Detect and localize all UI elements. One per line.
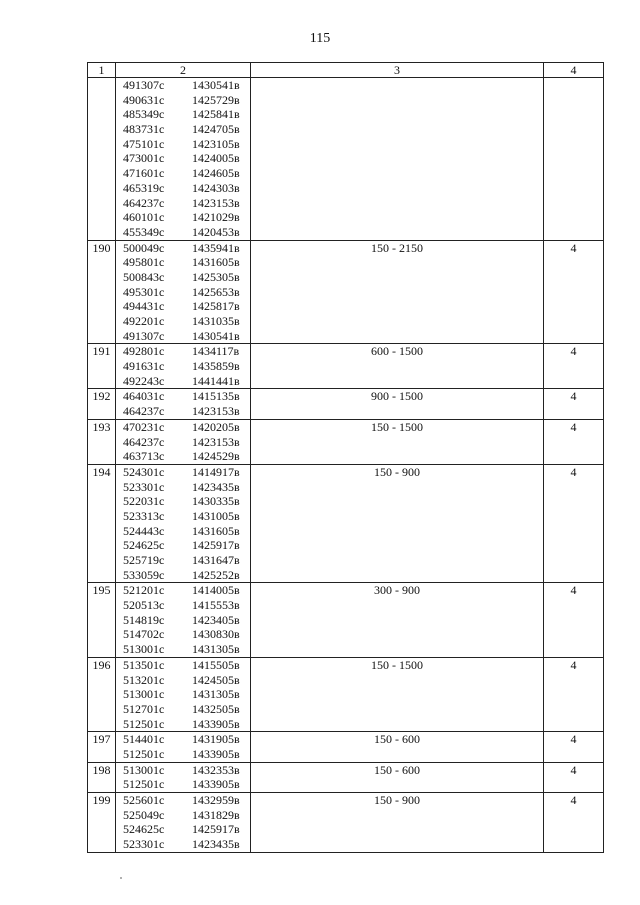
coordinate-pair (116, 93, 250, 108)
category (544, 78, 604, 241)
longitude: 1430335в (192, 494, 240, 509)
latitude: 464237с (123, 404, 165, 419)
table-row (88, 78, 604, 241)
longitude: 1431305в (192, 687, 240, 702)
coordinate-pair (116, 196, 250, 211)
longitude: 1435859в (192, 359, 240, 374)
longitude: 1430541в (192, 328, 240, 343)
longitude: 1435941в (192, 240, 240, 255)
latitude: 524301с (123, 464, 165, 479)
latitude: 460101с (123, 210, 165, 225)
longitude: 1423435в (192, 837, 240, 852)
latitude: 464237с (123, 195, 165, 210)
longitude: 1431305в (192, 642, 240, 657)
latitude: 492201с (123, 314, 165, 328)
category: 4 (544, 419, 604, 464)
coordinate-pair (116, 658, 250, 673)
coordinate-pair (116, 329, 250, 344)
longitude: 1430830в (192, 627, 240, 642)
coordinate-points (116, 583, 251, 657)
header-col-4: 4 (544, 63, 604, 78)
latitude: 490631с (123, 92, 165, 107)
coordinate-pair (116, 673, 250, 688)
category: 4 (544, 732, 604, 762)
row-number: 196 (88, 657, 116, 731)
longitude: 1425653в (192, 284, 240, 299)
latitude: 483731с (123, 122, 165, 137)
longitude: 1424705в (192, 122, 240, 137)
depth-range: 150 - 600 (251, 732, 544, 762)
coordinate-pair (116, 299, 250, 314)
latitude: 522031с (123, 494, 165, 509)
latitude: 512501с (123, 746, 165, 761)
coordinate-points (116, 78, 251, 241)
latitude: 524625с (123, 538, 165, 553)
page-number: 115 (309, 31, 331, 46)
latitude: 524625с (123, 822, 165, 837)
latitude: 514819с (123, 612, 165, 627)
coordinate-pair (116, 837, 250, 852)
coordinate-pair (116, 435, 250, 450)
coordinate-pair (116, 642, 250, 657)
row-number (88, 78, 116, 241)
coordinate-pair (116, 553, 250, 568)
latitude: 495301с (123, 284, 165, 299)
coordinate-pair (116, 613, 250, 628)
coordinate-pair (116, 137, 250, 152)
category: 4 (544, 657, 604, 731)
coordinates-table (87, 62, 604, 853)
coordinate-pair (116, 107, 250, 122)
row-number: 199 (88, 793, 116, 853)
coordinate-points (116, 344, 251, 389)
row-number: 191 (88, 344, 116, 389)
latitude: 465319с (123, 180, 165, 195)
coordinate-pair (116, 241, 250, 256)
longitude: 1423405в (192, 612, 240, 627)
coordinate-pair (116, 747, 250, 762)
latitude: 513001с (123, 762, 165, 777)
longitude: 1432353в (192, 762, 240, 777)
category: 4 (544, 464, 604, 583)
longitude: 1423105в (192, 136, 240, 151)
row-number: 197 (88, 732, 116, 762)
latitude: 455349с (123, 224, 165, 239)
latitude: 523301с (123, 479, 165, 494)
longitude: 1424303в (192, 180, 240, 195)
coordinate-pair (116, 166, 250, 181)
latitude: 512501с (123, 716, 165, 731)
table-row (88, 583, 604, 657)
coordinate-pair (116, 122, 250, 137)
longitude: 1425917в (192, 822, 240, 837)
category: 4 (544, 762, 604, 792)
coordinate-pair (116, 494, 250, 509)
latitude: 464237с (123, 434, 165, 449)
longitude: 1433905в (192, 777, 240, 792)
table-row (88, 657, 604, 731)
longitude: 1425729в (192, 92, 240, 107)
coordinate-pair (116, 181, 250, 196)
table-header (88, 63, 604, 78)
row-number: 195 (88, 583, 116, 657)
coordinate-points (116, 762, 251, 792)
longitude: 1433905в (192, 746, 240, 761)
longitude: 1423435в (192, 479, 240, 494)
coordinate-pair (116, 255, 250, 270)
coordinate-pair (116, 480, 250, 495)
latitude: 500843с (123, 269, 165, 284)
coordinate-pair (116, 808, 250, 823)
table-row (88, 419, 604, 464)
depth-range: 150 - 1500 (251, 657, 544, 731)
longitude: 1432959в (192, 793, 240, 807)
latitude: 525601с (123, 793, 165, 807)
depth-range: 300 - 900 (251, 583, 544, 657)
category: 4 (544, 793, 604, 853)
coordinate-pair (116, 793, 250, 808)
coordinate-pair (116, 404, 250, 419)
coordinate-pair (116, 583, 250, 598)
longitude: 1415553в (192, 598, 240, 613)
latitude: 523301с (123, 837, 165, 852)
depth-range: 150 - 900 (251, 793, 544, 853)
latitude: 491307с (123, 78, 165, 92)
latitude: 494431с (123, 299, 165, 314)
longitude: 1423153в (192, 434, 240, 449)
longitude: 1425917в (192, 538, 240, 553)
latitude: 464031с (123, 389, 165, 404)
longitude: 1431829в (192, 807, 240, 822)
coordinate-points (116, 464, 251, 583)
latitude: 473001с (123, 151, 165, 166)
latitude: 475101с (123, 136, 165, 151)
longitude: 1434117в (192, 344, 240, 359)
latitude: 470231с (123, 419, 165, 434)
latitude: 514401с (123, 732, 165, 747)
coordinate-pair (116, 314, 250, 329)
coordinate-pair (116, 687, 250, 702)
table-row (88, 464, 604, 583)
latitude: 512701с (123, 701, 165, 716)
table-body (88, 78, 604, 853)
scan-dot (120, 877, 122, 879)
coordinate-pair (116, 717, 250, 732)
latitude: 533059с (123, 567, 165, 582)
longitude: 1431605в (192, 255, 240, 270)
longitude: 1431905в (192, 732, 240, 747)
longitude: 1425305в (192, 269, 240, 284)
longitude: 1433905в (192, 716, 240, 731)
coordinate-pair (116, 598, 250, 613)
depth-range: 600 - 1500 (251, 344, 544, 389)
longitude: 1424605в (192, 166, 240, 181)
longitude: 1420205в (192, 419, 240, 434)
row-number: 198 (88, 762, 116, 792)
coordinate-pair (116, 151, 250, 166)
coordinate-pair (116, 420, 250, 435)
coordinate-pair (116, 78, 250, 93)
latitude: 491631с (123, 359, 165, 374)
coordinate-pair (116, 822, 250, 837)
latitude: 492801с (123, 344, 165, 359)
coordinate-pair (116, 449, 250, 464)
table-row (88, 240, 604, 344)
coordinate-points (116, 240, 251, 344)
depth-range: 150 - 600 (251, 762, 544, 792)
table-row (88, 389, 604, 419)
row-number: 192 (88, 389, 116, 419)
longitude: 1421029в (192, 210, 240, 225)
longitude: 1415505в (192, 657, 240, 672)
latitude: 513201с (123, 672, 165, 687)
latitude: 523313с (123, 508, 165, 523)
coordinate-pair (116, 777, 250, 792)
latitude: 524443с (123, 523, 165, 538)
coordinate-pair (116, 285, 250, 300)
coordinate-pair (116, 538, 250, 553)
latitude: 492243с (123, 373, 165, 388)
coordinate-pair (116, 568, 250, 583)
latitude: 491307с (123, 328, 165, 343)
coordinate-points (116, 793, 251, 853)
latitude: 485349с (123, 107, 165, 122)
latitude: 513501с (123, 657, 165, 672)
table-row (88, 762, 604, 792)
coordinate-pair (116, 389, 250, 404)
longitude: 1424505в (192, 672, 240, 687)
category: 4 (544, 583, 604, 657)
row-number: 190 (88, 240, 116, 344)
latitude: 520513с (123, 598, 165, 613)
longitude: 1425817в (192, 299, 240, 314)
coordinate-pair (116, 763, 250, 778)
header-col-1: 1 (88, 63, 116, 78)
latitude: 521201с (123, 583, 165, 598)
coordinate-pair (116, 702, 250, 717)
coordinate-pair (116, 225, 250, 240)
longitude: 1432505в (192, 701, 240, 716)
coordinate-points (116, 657, 251, 731)
longitude: 1424005в (192, 151, 240, 166)
longitude: 1425841в (192, 107, 240, 122)
longitude: 1423153в (192, 195, 240, 210)
longitude: 1415135в (192, 389, 240, 404)
latitude: 525049с (123, 807, 165, 822)
latitude: 471601с (123, 166, 165, 181)
category: 4 (544, 240, 604, 344)
longitude: 1430541в (192, 78, 240, 92)
latitude: 514702с (123, 627, 165, 642)
longitude: 1425252в (192, 567, 240, 582)
coordinate-pair (116, 465, 250, 480)
coordinate-pair (116, 524, 250, 539)
table-row (88, 793, 604, 853)
row-number: 193 (88, 419, 116, 464)
coordinate-pair (116, 210, 250, 225)
header-col-3: 3 (251, 63, 544, 78)
depth-range: 150 - 900 (251, 464, 544, 583)
coordinate-pair (116, 374, 250, 389)
latitude: 463713с (123, 449, 165, 464)
category: 4 (544, 389, 604, 419)
longitude: 1431647в (192, 553, 240, 567)
latitude: 495801с (123, 255, 165, 270)
longitude: 1420453в (192, 224, 240, 239)
depth-range: 150 - 2150 (251, 240, 544, 344)
depth-range: 900 - 1500 (251, 389, 544, 419)
latitude: 512501с (123, 777, 165, 792)
latitude: 513001с (123, 687, 165, 702)
depth-range: 150 - 1500 (251, 419, 544, 464)
depth-range (251, 78, 544, 241)
coordinate-pair (116, 344, 250, 359)
longitude: 1424529в (192, 449, 240, 464)
longitude: 1431605в (192, 523, 240, 538)
header-col-2: 2 (116, 63, 251, 78)
header-row (88, 63, 604, 78)
latitude: 500049с (123, 240, 165, 255)
category: 4 (544, 344, 604, 389)
coordinate-pair (116, 627, 250, 642)
table-row (88, 732, 604, 762)
longitude: 1414917в (192, 464, 240, 479)
longitude: 1423153в (192, 404, 240, 419)
latitude: 513001с (123, 642, 165, 657)
longitude: 1414005в (192, 583, 240, 598)
coordinate-pair (116, 359, 250, 374)
longitude: 1431005в (192, 508, 240, 523)
coordinate-points (116, 419, 251, 464)
coordinate-points (116, 389, 251, 419)
latitude: 525719с (123, 553, 165, 567)
longitude: 1441441в (192, 373, 240, 388)
coordinate-pair (116, 509, 250, 524)
longitude: 1431035в (192, 314, 240, 328)
row-number: 194 (88, 464, 116, 583)
table-row (88, 344, 604, 389)
coordinate-points (116, 732, 251, 762)
coordinate-pair (116, 732, 250, 747)
coordinate-pair (116, 270, 250, 285)
